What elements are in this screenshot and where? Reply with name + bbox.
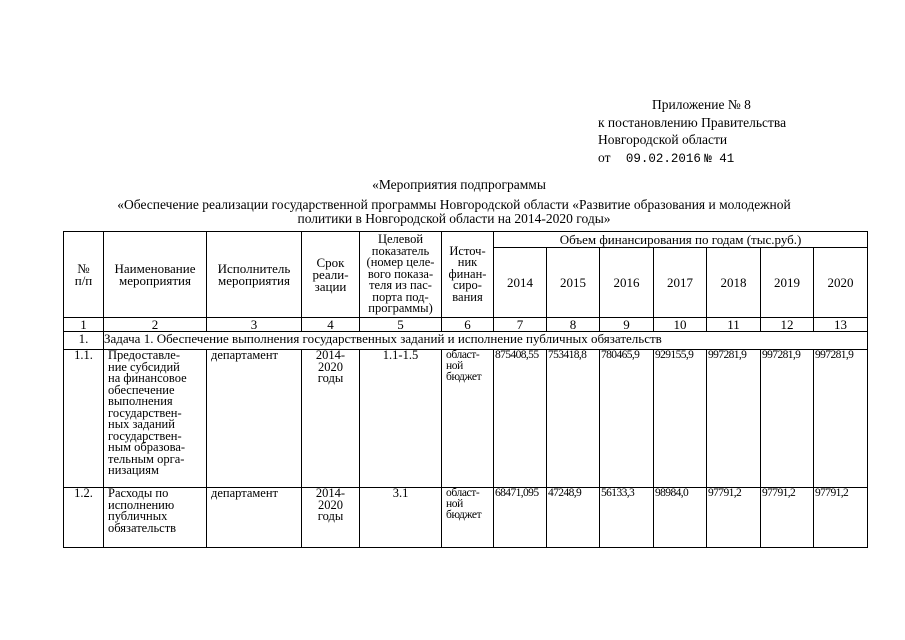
task-row [64, 332, 868, 350]
column-number-row [64, 318, 868, 332]
row-executor: департамент [207, 488, 302, 548]
table-row [64, 350, 868, 488]
row-indicator: 3.1 [360, 488, 442, 548]
row-term: 2014- 2020 годы [302, 350, 360, 488]
row-name: Предоставле- ние субсидий на финансовое обеспечение выполнения государствен- ных заданий государствен- ным образова- тельным орга- низациям [104, 350, 207, 488]
task-text: Задача 1. Обеспечение выполнения государственных заданий и исполнение публичных обязательств [104, 332, 868, 350]
column-number: 12 [761, 318, 814, 332]
table-row [64, 488, 868, 548]
appendix-date-line [598, 149, 858, 169]
year-header: 2020 [814, 248, 868, 318]
value-2020: 997281,9 [814, 350, 868, 488]
year-header: 2017 [654, 248, 707, 318]
appendix-block [598, 96, 858, 168]
header-num: № п/п [64, 232, 104, 318]
row-executor: департамент [207, 350, 302, 488]
value-2019: 97791,2 [761, 488, 814, 548]
value-2016: 56133,3 [600, 488, 654, 548]
date-prefix: от [598, 149, 611, 165]
year-header: 2019 [761, 248, 814, 318]
document-heading [64, 178, 844, 226]
header-row-1 [64, 232, 868, 248]
column-number: 5 [360, 318, 442, 332]
appendix-region: Новгородской области [598, 132, 728, 147]
task-num: 1. [64, 332, 104, 350]
appendix-title: Приложение № 8 [652, 97, 751, 112]
document-date: 09.02.2016 [625, 151, 701, 166]
document-number: № 41 [704, 151, 735, 166]
heading-line-1: «Мероприятия подпрограммы [372, 177, 546, 192]
year-header: 2016 [600, 248, 654, 318]
value-2018: 997281,9 [707, 350, 761, 488]
header-term: Срок реали- зации [302, 232, 360, 318]
column-number: 10 [654, 318, 707, 332]
appendix-resolution: к постановлению Правительства [598, 114, 787, 130]
year-header: 2014 [494, 248, 547, 318]
heading-line-2: «Обеспечение реализации государственной программы Новгородской области «Развитие образования и молодежной [117, 197, 791, 212]
value-2017: 929155,9 [654, 350, 707, 488]
measures-table [63, 231, 868, 548]
heading-line-3: политики в Новгородской области на 2014-2020 годы» [297, 211, 611, 226]
row-source: област- ной бюджет [442, 350, 494, 488]
column-number: 11 [707, 318, 761, 332]
value-2018: 97791,2 [707, 488, 761, 548]
value-2019: 997281,9 [761, 350, 814, 488]
year-header: 2018 [707, 248, 761, 318]
row-num: 1.1. [64, 350, 104, 488]
column-number: 4 [302, 318, 360, 332]
row-indicator: 1.1-1.5 [360, 350, 442, 488]
column-number: 13 [814, 318, 868, 332]
header-funding: Объем финансирования по годам (тыс.руб.) [494, 232, 868, 248]
column-number: 6 [442, 318, 494, 332]
row-term: 2014- 2020 годы [302, 488, 360, 548]
column-number: 9 [600, 318, 654, 332]
value-2014: 68471,095 [494, 488, 547, 548]
value-2016: 780465,9 [600, 350, 654, 488]
value-2015: 47248,9 [547, 488, 600, 548]
row-num: 1.2. [64, 488, 104, 548]
year-header: 2015 [547, 248, 600, 318]
row-name: Расходы по исполнению публичных обязательств [104, 488, 207, 548]
value-2015: 753418,8 [547, 350, 600, 488]
header-executor: Исполнитель мероприятия [207, 232, 302, 318]
column-number: 7 [494, 318, 547, 332]
row-source: област- ной бюджет [442, 488, 494, 548]
header-indicator: Целевой показатель (номер целе- вого показа- теля из пас- порта под- программы) [360, 232, 442, 318]
header-name: Наименование мероприятия [104, 232, 207, 318]
value-2014: 875408,55 [494, 350, 547, 488]
value-2017: 98984,0 [654, 488, 707, 548]
column-number: 1 [64, 318, 104, 332]
value-2020: 97791,2 [814, 488, 868, 548]
column-number: 3 [207, 318, 302, 332]
column-number: 8 [547, 318, 600, 332]
header-source: Источ- ник финан- сиро- вания [442, 232, 494, 318]
column-number: 2 [104, 318, 207, 332]
